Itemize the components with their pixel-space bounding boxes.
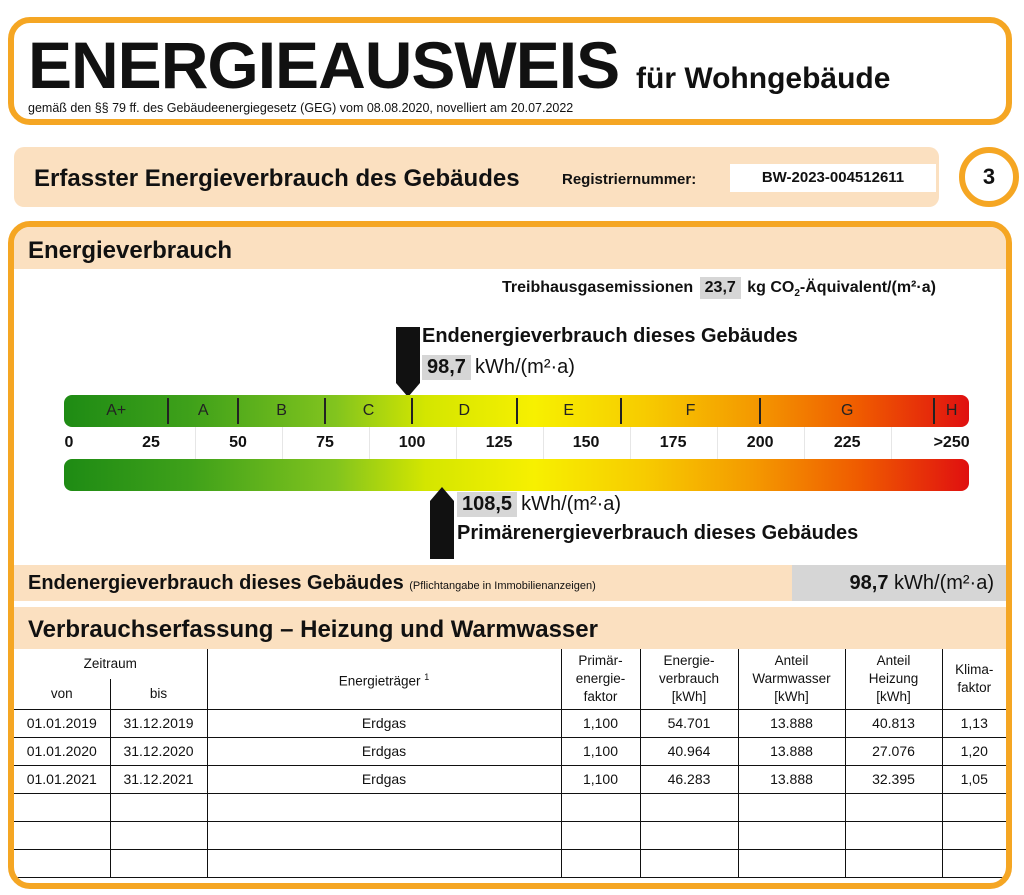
scale-tick-label: 225 bbox=[833, 434, 861, 451]
scale-tick-mark bbox=[630, 427, 631, 459]
from-date-cell bbox=[14, 821, 110, 849]
primary-energy-label: Primärenergieverbrauch dieses Gebäudes bbox=[457, 522, 859, 544]
ghg-unit-sub: 2 bbox=[794, 288, 800, 300]
carrier-header-text: Energieträger bbox=[338, 673, 421, 688]
scale-tick-mark bbox=[369, 427, 370, 459]
scale-tick-label: 75 bbox=[316, 434, 334, 451]
carrier-header bbox=[207, 649, 561, 709]
heating-share-cell: 40.813 bbox=[845, 709, 942, 737]
primary-factor-cell bbox=[561, 849, 640, 877]
ghg-value: 23,7 bbox=[700, 277, 741, 299]
heating-header-line: Heizung bbox=[868, 670, 919, 686]
scale-tick-label: >250 bbox=[933, 434, 970, 451]
to-date-cell: 31.12.2021 bbox=[110, 765, 207, 793]
primary-factor-header bbox=[561, 649, 640, 709]
heating-share-cell bbox=[845, 821, 942, 849]
primary-factor-cell: 1,100 bbox=[561, 709, 640, 737]
heating-share-cell bbox=[845, 849, 942, 877]
climate-factor-header-line: faktor bbox=[957, 679, 992, 695]
energy-class-label: A+ bbox=[106, 402, 127, 419]
hot-water-header-line: Anteil bbox=[774, 652, 809, 668]
energy-consumption-cell: 46.283 bbox=[640, 765, 738, 793]
from-date-cell bbox=[14, 849, 110, 877]
to-date-cell bbox=[110, 793, 207, 821]
table-row bbox=[14, 849, 1006, 877]
climate-factor-header-line: Klima- bbox=[955, 661, 994, 677]
energy-carrier-cell bbox=[207, 821, 561, 849]
scale-tick-label: 50 bbox=[229, 434, 247, 451]
climate-factor-header bbox=[942, 649, 1006, 709]
climate-factor-cell bbox=[942, 849, 1006, 877]
hot-water-share-cell bbox=[738, 821, 845, 849]
to-date-cell bbox=[110, 849, 207, 877]
primary-energy-readout bbox=[457, 492, 621, 517]
table-row bbox=[14, 821, 1006, 849]
primary-factor-header-line: energie- bbox=[575, 670, 626, 686]
energy-class-separator bbox=[167, 398, 169, 424]
table-row bbox=[14, 737, 1006, 765]
energy-main-box bbox=[8, 221, 1012, 889]
end-energy-summary-number: 98,7 bbox=[849, 572, 889, 594]
climate-factor-cell: 1,13 bbox=[942, 709, 1006, 737]
hot-water-share-cell: 13.888 bbox=[738, 709, 845, 737]
scale-tick-mark bbox=[543, 427, 544, 459]
end-energy-summary-note: (Pflichtangabe in Immobilienanzeigen) bbox=[409, 580, 596, 592]
hot-water-share-cell: 13.888 bbox=[738, 737, 845, 765]
energy-class-label: C bbox=[362, 402, 375, 419]
consumption-table bbox=[14, 649, 1006, 878]
end-energy-unit: kWh/(m²·a) bbox=[474, 356, 575, 378]
climate-factor-cell: 1,05 bbox=[942, 765, 1006, 793]
consumption-section-title: Verbrauchserfassung – Heizung und Warmwasser bbox=[28, 616, 598, 643]
energy-class-label: H bbox=[945, 402, 958, 419]
primary-energy-value: 108,5 bbox=[457, 492, 517, 517]
primary-factor-cell bbox=[561, 821, 640, 849]
climate-factor-cell: 1,20 bbox=[942, 737, 1006, 765]
ghg-unit-prefix: kg CO bbox=[747, 279, 795, 296]
to-date-cell: 31.12.2019 bbox=[110, 709, 207, 737]
scale-tick-mark bbox=[804, 427, 805, 459]
to-date-cell: 31.12.2020 bbox=[110, 737, 207, 765]
scale-tick-label: 175 bbox=[659, 434, 687, 451]
energy-consumption-header-line: [kWh] bbox=[671, 688, 707, 704]
energy-carrier-cell: Erdgas bbox=[207, 737, 561, 765]
primary-factor-cell: 1,100 bbox=[561, 765, 640, 793]
primary-energy-unit: kWh/(m²·a) bbox=[521, 493, 622, 515]
end-energy-summary bbox=[14, 565, 1006, 601]
end-energy-value: 98,7 bbox=[422, 355, 471, 380]
registration-band bbox=[14, 147, 939, 207]
end-energy-summary-value bbox=[792, 565, 1006, 601]
energy-consumption-cell bbox=[640, 849, 738, 877]
energy-consumption-cell: 54.701 bbox=[640, 709, 738, 737]
scale-tick-label: 125 bbox=[485, 434, 513, 451]
energy-class-label: F bbox=[685, 402, 696, 419]
energy-consumption-cell bbox=[640, 793, 738, 821]
primary-factor-cell: 1,100 bbox=[561, 737, 640, 765]
scale-tick-label: 25 bbox=[142, 434, 160, 451]
energy-carrier-cell: Erdgas bbox=[207, 709, 561, 737]
hot-water-share-cell: 13.888 bbox=[738, 765, 845, 793]
end-energy-summary-title: Endenergieverbrauch dieses Gebäudes bbox=[28, 572, 404, 594]
legal-basis: gemäß den §§ 79 ff. des Gebäudeenergiegesetz (GEG) vom 08.08.2020, novelliert am 20.07.2022 bbox=[28, 101, 574, 115]
energy-section-title: Energieverbrauch bbox=[28, 237, 233, 264]
ghg-emissions bbox=[502, 277, 936, 299]
energy-carrier-cell bbox=[207, 793, 561, 821]
scale-tick-mark bbox=[717, 427, 718, 459]
registration-number: BW-2023-004512611 bbox=[730, 164, 936, 192]
hot-water-share-cell bbox=[738, 849, 845, 877]
document-title: ENERGIEAUSWEIS bbox=[28, 28, 620, 102]
carrier-footnote: 1 bbox=[424, 671, 430, 682]
heating-header-line: Anteil bbox=[876, 652, 911, 668]
heating-share-cell: 27.076 bbox=[845, 737, 942, 765]
energy-class-separator bbox=[411, 398, 413, 424]
energy-gradient-bar bbox=[64, 459, 969, 491]
from-date-cell: 01.01.2020 bbox=[14, 737, 110, 765]
energy-consumption-cell: 40.964 bbox=[640, 737, 738, 765]
energy-section-header bbox=[14, 227, 1006, 269]
heating-share-cell bbox=[845, 793, 942, 821]
hot-water-header bbox=[738, 649, 845, 709]
energy-consumption-header-line: Energie- bbox=[663, 652, 715, 668]
end-energy-summary-label bbox=[28, 572, 596, 595]
to-header: bis bbox=[110, 679, 207, 709]
energy-class-separator bbox=[324, 398, 326, 424]
energy-carrier-cell bbox=[207, 849, 561, 877]
ghg-unit-suffix: -Äquivalent/(m²·a) bbox=[799, 279, 936, 296]
scale-tick-label: 150 bbox=[572, 434, 600, 451]
heating-header-line: [kWh] bbox=[876, 688, 911, 704]
primary-energy-marker-icon bbox=[428, 487, 456, 559]
from-date-cell: 01.01.2021 bbox=[14, 765, 110, 793]
energy-class-separator bbox=[759, 398, 761, 424]
energy-scale-ticks bbox=[64, 427, 969, 459]
heating-header bbox=[845, 649, 942, 709]
primary-factor-cell bbox=[561, 793, 640, 821]
document-subtitle: für Wohngebäude bbox=[636, 62, 891, 95]
energy-carrier-cell: Erdgas bbox=[207, 765, 561, 793]
primary-factor-header-line: faktor bbox=[583, 688, 618, 704]
primary-factor-header-line: Primär- bbox=[578, 652, 623, 668]
scale-tick-mark bbox=[456, 427, 457, 459]
climate-factor-cell bbox=[942, 821, 1006, 849]
climate-factor-cell bbox=[942, 793, 1006, 821]
ghg-label: Treibhausgasemissionen bbox=[502, 279, 694, 296]
energy-class-separator bbox=[516, 398, 518, 424]
table-row bbox=[14, 793, 1006, 821]
end-energy-marker-icon bbox=[394, 327, 422, 399]
page-number-badge: 3 bbox=[959, 147, 1019, 207]
hot-water-header-line: [kWh] bbox=[774, 688, 809, 704]
energy-class-separator bbox=[237, 398, 239, 424]
title-box bbox=[8, 17, 1012, 125]
table-row bbox=[14, 709, 1006, 737]
scale-tick-label: 100 bbox=[398, 434, 426, 451]
energy-scale bbox=[14, 317, 1006, 557]
energy-class-label: A bbox=[197, 402, 209, 419]
registration-label: Registriernummer: bbox=[562, 171, 697, 188]
scale-tick-label: 200 bbox=[746, 434, 774, 451]
energy-consumption-header-line: verbrauch bbox=[658, 670, 720, 686]
energy-consumption-cell bbox=[640, 821, 738, 849]
energy-consumption-header bbox=[640, 649, 738, 709]
hot-water-header-line: Warmwasser bbox=[752, 670, 831, 686]
table-row bbox=[14, 765, 1006, 793]
energy-class-separator bbox=[933, 398, 935, 424]
energy-class-label: E bbox=[563, 402, 575, 419]
end-energy-readout bbox=[422, 355, 575, 380]
energy-class-label: D bbox=[458, 402, 471, 419]
period-header: Zeitraum bbox=[83, 656, 137, 671]
registration-section-title: Erfasster Energieverbrauch des Gebäudes bbox=[34, 165, 520, 192]
from-date-cell: 01.01.2019 bbox=[14, 709, 110, 737]
energy-class-separator bbox=[620, 398, 622, 424]
to-date-cell bbox=[110, 821, 207, 849]
from-date-cell bbox=[14, 793, 110, 821]
scale-tick-mark bbox=[282, 427, 283, 459]
energy-class-label: B bbox=[276, 402, 287, 419]
heating-share-cell: 32.395 bbox=[845, 765, 942, 793]
scale-tick-mark bbox=[891, 427, 892, 459]
scale-tick-label: 0 bbox=[64, 434, 74, 451]
end-energy-summary-unit: kWh/(m²·a) bbox=[894, 572, 994, 594]
energy-class-bar bbox=[64, 395, 969, 427]
from-header: von bbox=[14, 679, 110, 709]
energy-class-label: G bbox=[840, 402, 854, 419]
consumption-section-header bbox=[14, 607, 1006, 649]
hot-water-share-cell bbox=[738, 793, 845, 821]
scale-tick-mark bbox=[195, 427, 196, 459]
end-energy-label: Endenergieverbrauch dieses Gebäudes bbox=[422, 325, 798, 347]
